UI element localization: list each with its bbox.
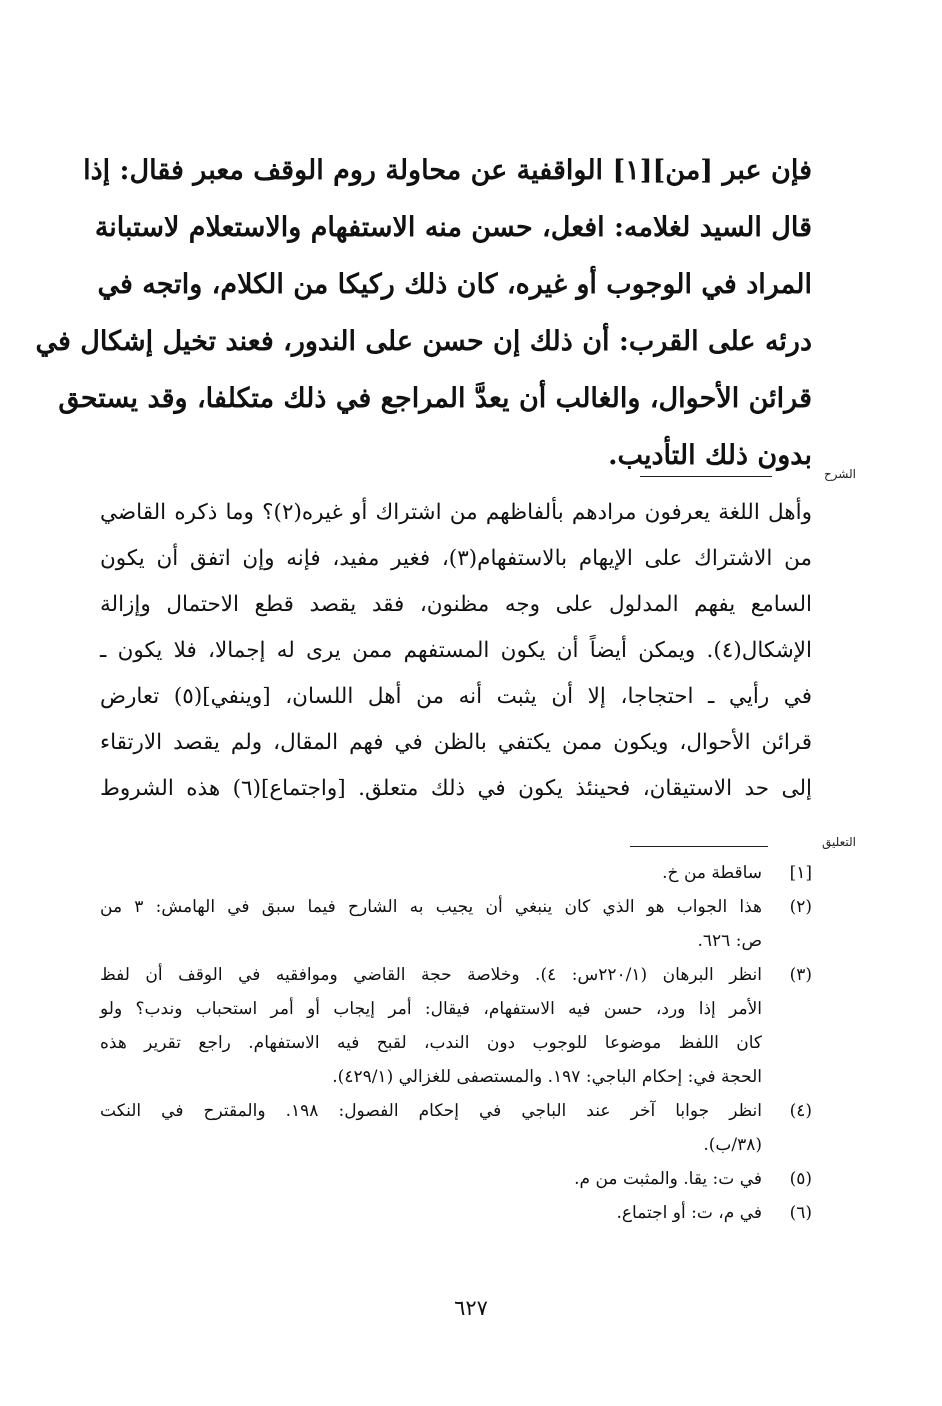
footnote-number: (٥) — [789, 1169, 812, 1189]
footnote-item — [100, 1162, 812, 1196]
footnote-number: (٤) — [789, 1101, 812, 1121]
footnote-number: (٣) — [789, 965, 812, 985]
main-text-line: فإن عبر [من][١] الواقفية عن محاولة روم الوقف معبر فقال: إذا — [83, 155, 812, 186]
footnotes-block — [100, 856, 812, 1230]
main-text-line: بدون ذلك التأديب. — [608, 440, 812, 471]
sharh-divider — [640, 476, 772, 477]
main-text-line: قرائن الأحوال، والغالب أن يعدَّ المراجع في ذلك متكلفا، وقد يستحق — [58, 383, 812, 414]
sharh-text-block — [100, 490, 812, 812]
notes-divider — [630, 846, 768, 847]
footnote-line: في م، ت: أو اجتماع. — [616, 1203, 762, 1223]
sharh-line: من الاشتراك على الإيهام بالاستفهام(٣)، فغير مفيد، فإنه وإن اتفق أن يكون — [100, 546, 812, 571]
main-text-block — [35, 142, 812, 484]
sharh-line: قرائن الأحوال، ويكون ممن يكتفي بالظن في فهم المقال، ولم يقصد الارتقاء — [100, 730, 812, 755]
main-text-line: درئه على القرب: أن ذلك إن حسن على الندور، فعند تخيل إشكال في — [35, 326, 812, 357]
main-text-line: قال السيد لغلامه: افعل، حسن منه الاستفهام والاستعلام لاستبانة — [94, 212, 812, 243]
footnote-number: (٢) — [789, 897, 812, 917]
sharh-line: وأهل اللغة يعرفون مرادهم بألفاظهم من اشتراك أو غيره(٢)؟ وما ذكره القاضي — [100, 500, 812, 525]
footnote-item — [100, 890, 812, 958]
sharh-line: إلى حد الاستيقان، فحينئذ يكون في ذلك متعلق. [واجتماع](٦) هذه الشروط — [100, 776, 812, 801]
notes-section-label: التعليق — [821, 835, 856, 849]
footnote-item — [100, 1094, 812, 1162]
sharh-line: في رأيي ـ احتجاجا، إلا أن يثبت أنه من أهل اللسان، [وينفي](٥) تعارض — [100, 684, 812, 709]
footnote-line: ساقطة من خ. — [662, 863, 762, 883]
footnote-line: انظر البرهان (٢٢٠/١س: ٤). وخلاصة حجة القاضي وموافقيه في الوقف أن لفظ — [100, 965, 762, 985]
footnote-line: كان اللفظ موضوعا للوجوب دون الندب، لقبح فيه الاستفهام. راجع تقرير هذه — [100, 1033, 762, 1053]
footnote-line: ص: ٦٢٦. — [697, 931, 762, 951]
footnote-item — [100, 1196, 812, 1230]
footnote-line: في ت: يقا. والمثبت من م. — [574, 1169, 762, 1189]
footnote-line: هذا الجواب هو الذي كان ينبغي أن يجيب به الشارح فيما سبق في الهامش: ٣ من — [100, 897, 762, 917]
footnote-number: (٦) — [789, 1203, 812, 1223]
footnote-line: الأمر إذا ورد، حسن فيه الاستفهام، فيقال: أمر إيجاب أو أمر استحباب وندب؟ ولو — [100, 999, 762, 1019]
sharh-line: الإشكال(٤). ويمكن أيضاً أن يكون المستفهم ممن يرى له إجمالا، فلا يكون ـ — [100, 638, 812, 663]
footnote-line: انظر جوابا آخر عند الباجي في إحكام الفصول: ١٩٨. والمقترح في النكت — [100, 1101, 762, 1121]
sharh-section-label: الشرح — [823, 467, 856, 481]
footnote-number: [١] — [789, 863, 812, 883]
page-number: ٦٢٧ — [454, 1296, 488, 1320]
main-text-line: المراد في الوجوب أو غيره، كان ذلك ركيكا من الكلام، واتجه في — [97, 269, 812, 300]
footnote-item — [100, 856, 812, 890]
footnote-line: الحجة في: إحكام الباجي: ١٩٧. والمستصفى للغزالي (٤٢٩/١). — [332, 1067, 762, 1087]
footnote-line: (٣٨/ب). — [703, 1135, 762, 1155]
sharh-line: السامع يفهم المدلول على وجه مظنون، فقد يقصد قطع الاحتمال وإزالة — [100, 592, 812, 617]
footnote-item — [100, 958, 812, 1094]
